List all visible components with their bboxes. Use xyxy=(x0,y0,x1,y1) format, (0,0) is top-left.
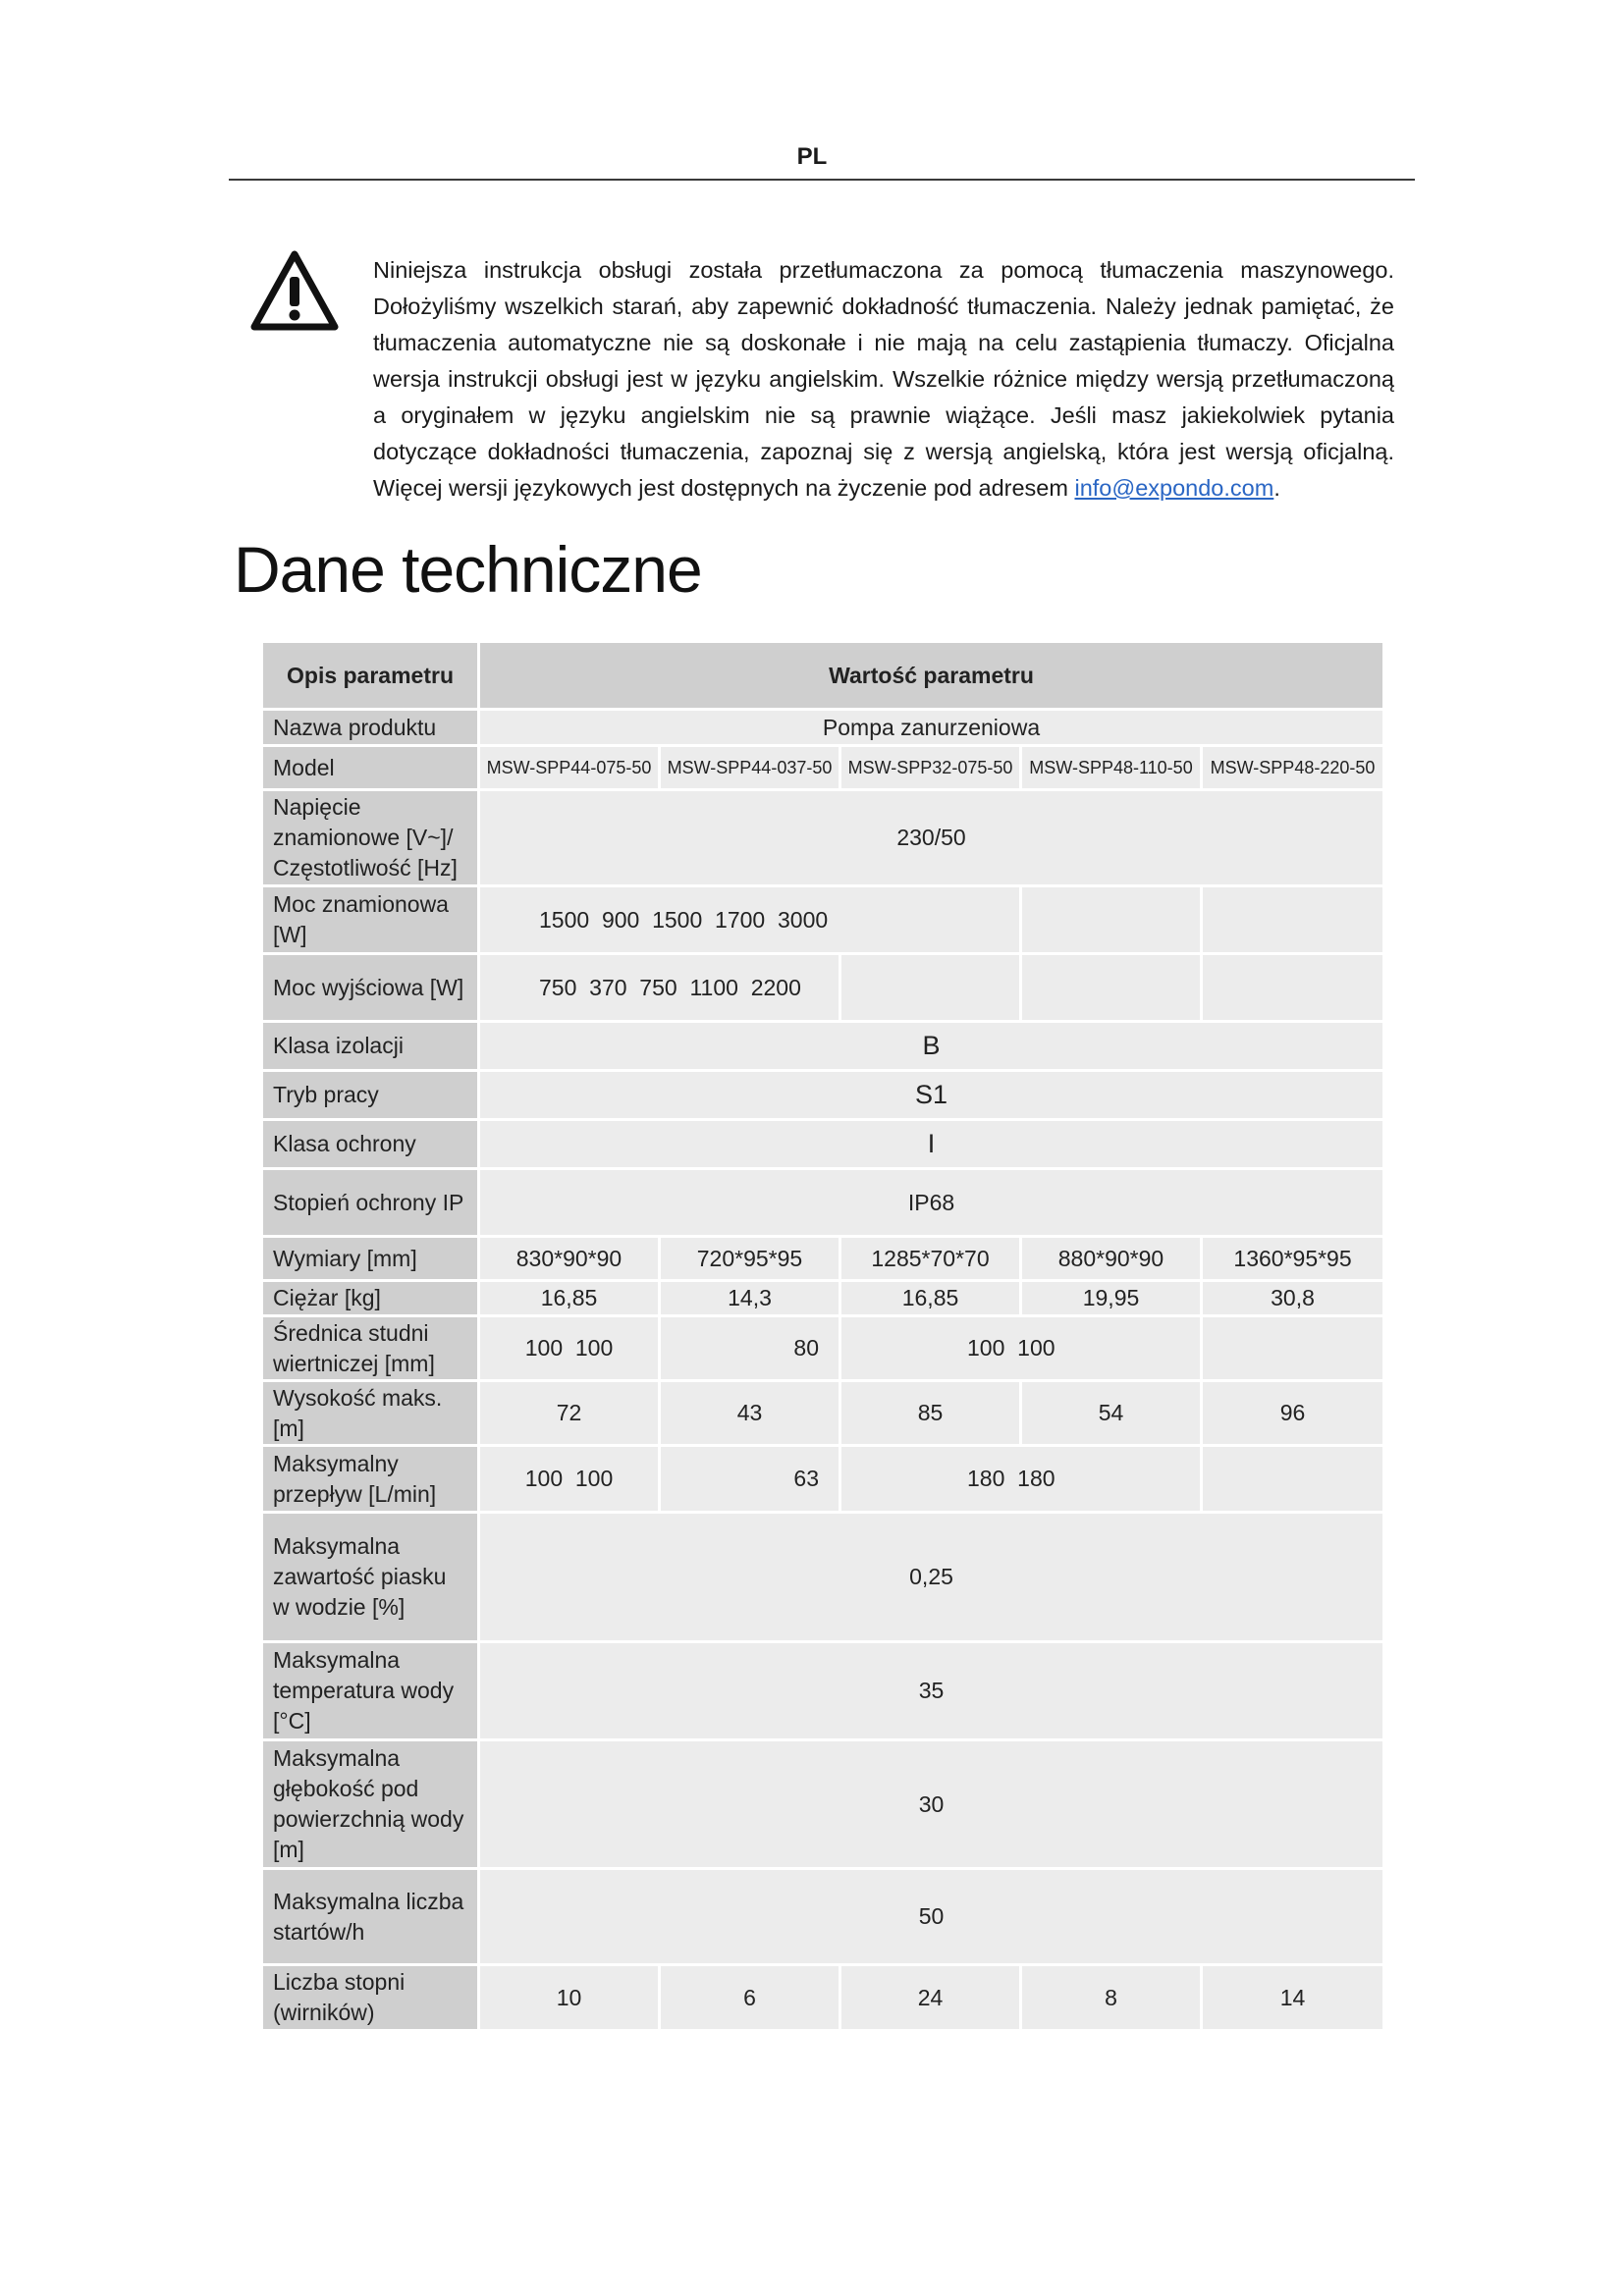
head-param: Opis parametru xyxy=(262,642,479,710)
row-label: Klasa izolacji xyxy=(262,1022,479,1071)
row-value: Pompa zanurzeniowa xyxy=(479,710,1384,746)
row-value: IP68 xyxy=(479,1169,1384,1237)
row-label: Maksymalna temperatura wody [°C] xyxy=(262,1642,479,1740)
table-row xyxy=(262,1316,1384,1381)
value-cell: 96 xyxy=(1202,1381,1384,1446)
empty-cell xyxy=(840,954,1021,1022)
table-row xyxy=(262,746,1384,790)
row-value: B xyxy=(479,1022,1384,1071)
value-cell: 54 xyxy=(1021,1381,1202,1446)
table-row xyxy=(262,790,1384,886)
value-cell: 14,3 xyxy=(660,1281,840,1316)
row-value: 50 xyxy=(479,1869,1384,1965)
empty-cell xyxy=(1021,954,1202,1022)
row-label: Maksymalny przepływ [L/min] xyxy=(262,1446,479,1513)
table-row xyxy=(262,1513,1384,1642)
row-label: Maksymalna głębokość pod powierzchnią wody [m] xyxy=(262,1740,479,1869)
table-row xyxy=(262,886,1384,954)
value-cell: 8 xyxy=(1021,1965,1202,2031)
empty-cell xyxy=(1202,886,1384,954)
value-cell: 16,85 xyxy=(479,1281,660,1316)
value-cell: 16,85 xyxy=(840,1281,1021,1316)
row-value: S1 xyxy=(479,1071,1384,1120)
value-cell: 10 xyxy=(479,1965,660,2031)
model-cell: MSW-SPP44-037-50 xyxy=(660,746,840,790)
value-cell: 14 xyxy=(1202,1965,1384,2031)
table-row xyxy=(262,954,1384,1022)
row-label: Klasa ochrony xyxy=(262,1120,479,1169)
value-cell: 880*90*90 xyxy=(1021,1237,1202,1281)
row-value: I xyxy=(479,1120,1384,1169)
row-label: Maksymalna liczba startów/h xyxy=(262,1869,479,1965)
model-cell: MSW-SPP48-110-50 xyxy=(1021,746,1202,790)
row-label: Wymiary [mm] xyxy=(262,1237,479,1281)
table-row xyxy=(262,1869,1384,1965)
value-cell: 30,8 xyxy=(1202,1281,1384,1316)
table-row xyxy=(262,642,1384,710)
value-cell: 1360*95*95 xyxy=(1202,1237,1384,1281)
value-cell: 85 xyxy=(840,1381,1021,1446)
table-row xyxy=(262,710,1384,746)
value-cell: 63 xyxy=(660,1446,840,1513)
table-row xyxy=(262,1381,1384,1446)
row-label: Nazwa produktu xyxy=(262,710,479,746)
row-label: Ciężar [kg] xyxy=(262,1281,479,1316)
value-cell: 720*95*95 xyxy=(660,1237,840,1281)
empty-cell xyxy=(1202,1446,1384,1513)
row-label: Model xyxy=(262,746,479,790)
row-label: Moc wyjściowa [W] xyxy=(262,954,479,1022)
value-cell: 80 xyxy=(660,1316,840,1381)
value-cell: 43 xyxy=(660,1381,840,1446)
value-cell: 19,95 xyxy=(1021,1281,1202,1316)
value-cell: 100 100 xyxy=(840,1316,1202,1381)
value-cell: 72 xyxy=(479,1381,660,1446)
section-title: Dane techniczne xyxy=(234,533,702,606)
row-value: 750 370 750 1100 2200 xyxy=(479,954,840,1022)
row-value: 30 xyxy=(479,1740,1384,1869)
table-row xyxy=(262,1642,1384,1740)
empty-cell xyxy=(1021,886,1202,954)
table-row xyxy=(262,1740,1384,1869)
row-label: Napięcie znamionowe [V~]/ Częstotliwość [Hz] xyxy=(262,790,479,886)
row-label: Średnica studni wiertniczej [mm] xyxy=(262,1316,479,1381)
table-row xyxy=(262,1281,1384,1316)
header-divider xyxy=(229,179,1415,181)
model-cell: MSW-SPP48-220-50 xyxy=(1202,746,1384,790)
row-value: 0,25 xyxy=(479,1513,1384,1642)
value-cell: 6 xyxy=(660,1965,840,2031)
table-row xyxy=(262,1022,1384,1071)
warning-triangle-icon xyxy=(250,250,339,331)
empty-cell xyxy=(1202,954,1384,1022)
model-cell: MSW-SPP32-075-50 xyxy=(840,746,1021,790)
email-link[interactable]: info@expondo.com xyxy=(1074,475,1274,501)
row-value: 35 xyxy=(479,1642,1384,1740)
value-cell: 100 100 xyxy=(479,1316,660,1381)
translation-notice xyxy=(373,252,1394,507)
row-label: Moc znamionowa [W] xyxy=(262,886,479,954)
notice-text: Niniejsza instrukcja obsługi została przetłumaczona za pomocą tłumaczenia maszynowego. Dołożyliśmy wszelkich starań, aby zapewnić dokładność tłumaczenia. Należy jednak pamiętać, że tłumaczenia automatyczne nie są doskonałe i nie mają na celu zastąpienia tłumaczy. Oficjalna wersja instrukcji obsługi jest w języku angielskim. Wszelkie różnice między wersją przetłumaczoną a oryginałem w języku angielskim nie są prawnie wiążące. Jeśli masz jakiekolwiek pytania dotyczące dokładności tłumaczenia, zapoznaj się z wersją angielską, która jest wersją oficjalną. Więcej wersji językowych jest dostępnych na życzenie pod adresem xyxy=(373,257,1394,501)
notice-end: . xyxy=(1273,475,1280,501)
table-row xyxy=(262,1965,1384,2031)
head-value: Wartość parametru xyxy=(479,642,1384,710)
empty-cell xyxy=(1202,1316,1384,1381)
value-cell: 100 100 xyxy=(479,1446,660,1513)
row-value: 1500 900 1500 1700 3000 xyxy=(479,886,1021,954)
row-label: Wysokość maks. [m] xyxy=(262,1381,479,1446)
row-label: Stopień ochrony IP xyxy=(262,1169,479,1237)
row-value: 230/50 xyxy=(479,790,1384,886)
model-cell: MSW-SPP44-075-50 xyxy=(479,746,660,790)
header-language: PL xyxy=(796,143,828,170)
row-label: Maksymalna zawartość piasku w wodzie [%] xyxy=(262,1513,479,1642)
table-row xyxy=(262,1446,1384,1513)
row-label: Liczba stopni (wirników) xyxy=(262,1965,479,2031)
value-cell: 830*90*90 xyxy=(479,1237,660,1281)
value-cell: 24 xyxy=(840,1965,1021,2031)
table-row xyxy=(262,1237,1384,1281)
table-row xyxy=(262,1120,1384,1169)
value-cell: 180 180 xyxy=(840,1446,1202,1513)
spec-table xyxy=(260,640,1385,2032)
table-row xyxy=(262,1071,1384,1120)
row-label: Tryb pracy xyxy=(262,1071,479,1120)
table-row xyxy=(262,1169,1384,1237)
value-cell: 1285*70*70 xyxy=(840,1237,1021,1281)
